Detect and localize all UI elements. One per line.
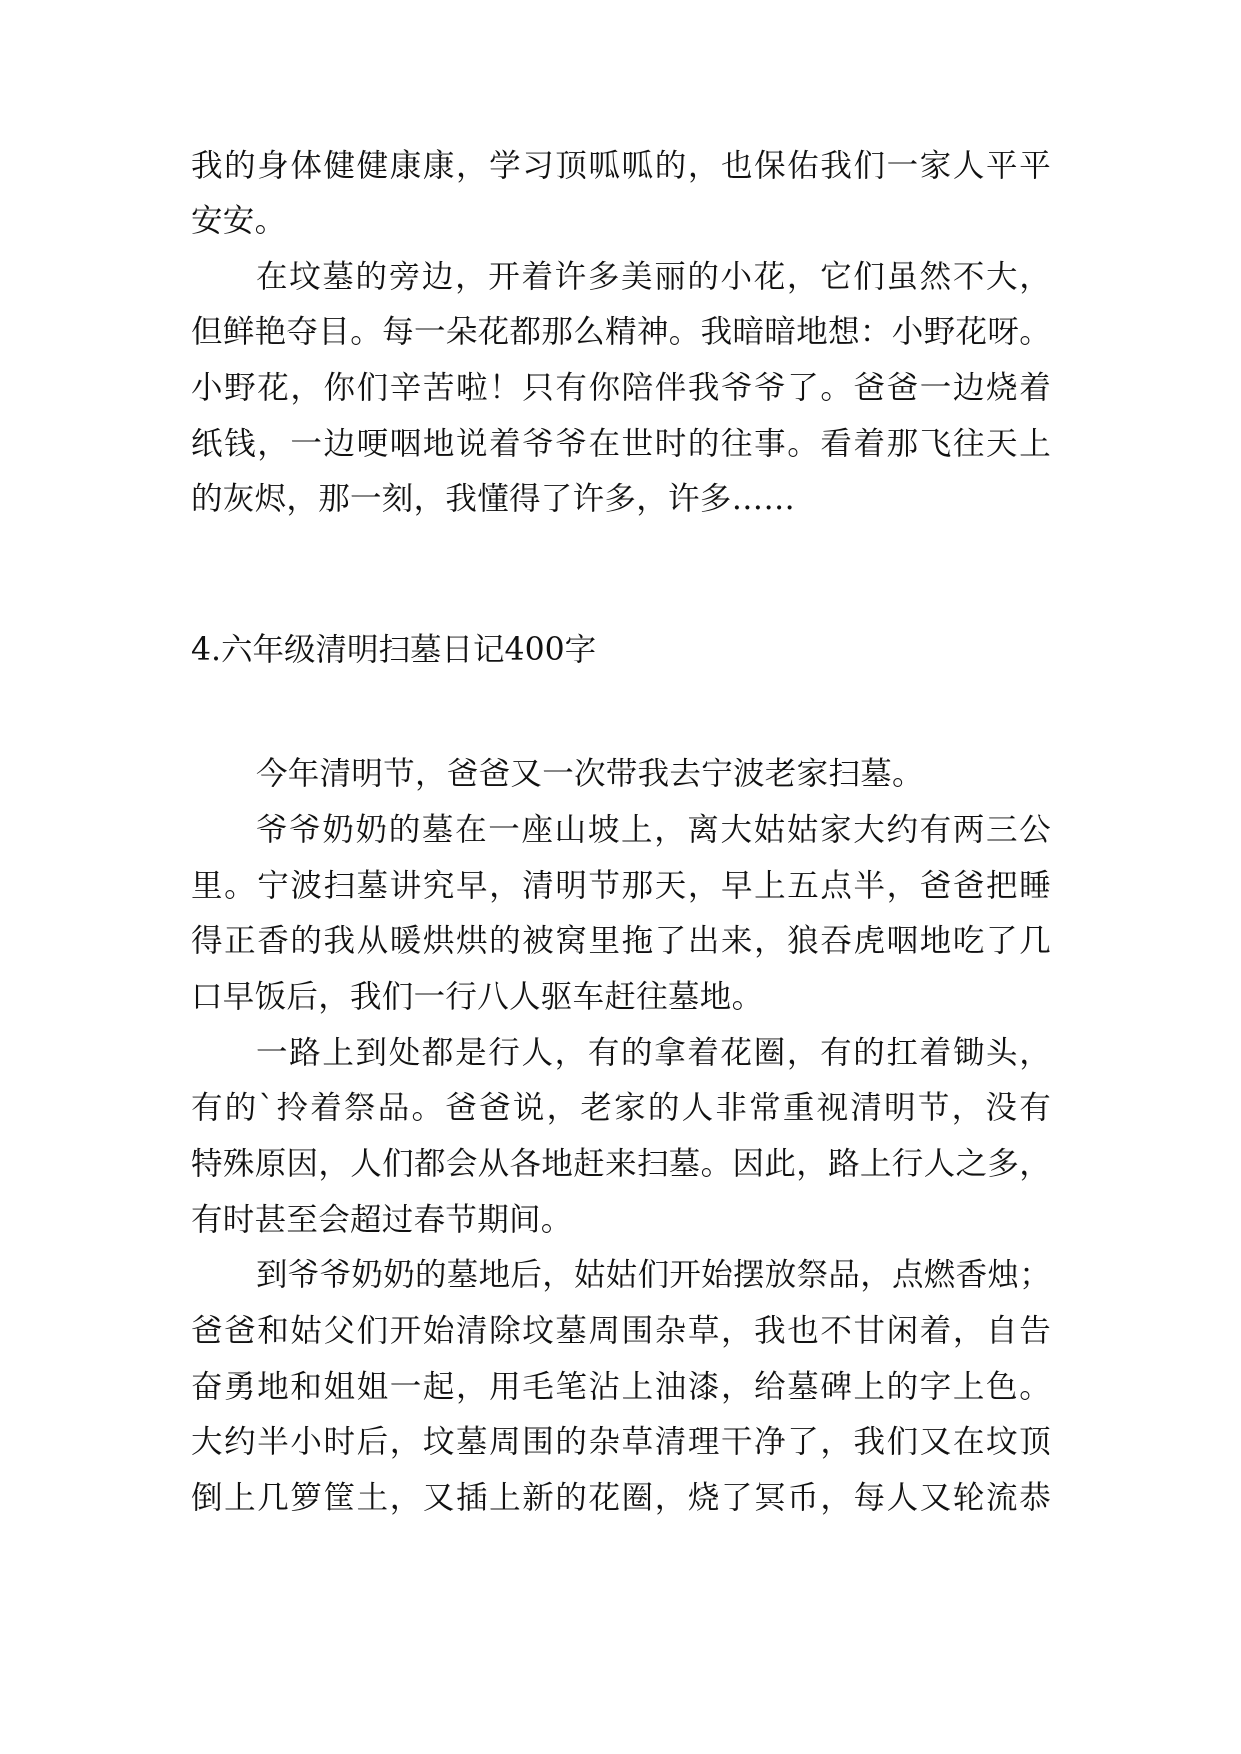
text-line: 安安。 bbox=[191, 203, 287, 239]
text-line: 到爷爷奶奶的墓地后，姑姑们开始摆放祭品，点燃香烛； bbox=[256, 1257, 1052, 1293]
text-line: 口早饭后，我们一行八人驱车赶往墓地。 bbox=[191, 979, 764, 1015]
text-line: 大约半小时后，坟墓周围的杂草清理干净了，我们又在坟顶 bbox=[191, 1424, 1051, 1460]
text-line: 奋勇地和姐姐一起，用毛笔沾上油漆，给墓碑上的字上色。 bbox=[191, 1369, 1051, 1405]
text-line: 爸爸和姑父们开始清除坟墓周围杂草，我也不甘闲着，自告 bbox=[191, 1313, 1051, 1349]
text-line: 有时甚至会超过春节期间。 bbox=[191, 1202, 573, 1238]
text-line: 里。宁波扫墓讲究早，清明节那天，早上五点半，爸爸把睡 bbox=[191, 868, 1051, 904]
text-line: 一路上到处都是行人，有的拿着花圈，有的扛着锄头， bbox=[256, 1035, 1051, 1071]
text-line: 特殊原因，人们都会从各地赶来扫墓。因此，路上行人之多， bbox=[191, 1146, 1051, 1182]
section-heading: 4.六年级清明扫墓日记400字 bbox=[191, 632, 597, 668]
text-line: 纸钱，一边哽咽地说着爷爷在世时的往事。看着那飞往天上 bbox=[191, 426, 1051, 462]
text-line: 小野花，你们辛苦啦！只有你陪伴我爷爷了。爸爸一边烧着 bbox=[191, 370, 1051, 406]
text-line: 我的身体健健康康，学习顶呱呱的，也保佑我们一家人平平 bbox=[191, 148, 1051, 184]
text-line: 今年清明节，爸爸又一次带我去宁波老家扫墓。 bbox=[256, 756, 924, 792]
text-line: 有的`拎着祭品。爸爸说，老家的人非常重视清明节，没有 bbox=[191, 1090, 1051, 1126]
text-line: 但鲜艳夺目。每一朵花都那么精神。我暗暗地想：小野花呀。 bbox=[191, 314, 1051, 350]
text-line: 爷爷奶奶的墓在一座山坡上，离大姑姑家大约有两三公 bbox=[256, 812, 1051, 848]
text-line: 倒上几箩筐土，又插上新的花圈，烧了冥币，每人又轮流恭 bbox=[191, 1480, 1051, 1516]
text-line: 在坟墓的旁边，开着许多美丽的小花，它们虽然不大， bbox=[256, 259, 1051, 295]
text-line: 的灰烬，那一刻，我懂得了许多，许多…… bbox=[191, 481, 796, 517]
text-line: 得正香的我从暖烘烘的被窝里拖了出来，狼吞虎咽地吃了几 bbox=[191, 923, 1051, 959]
